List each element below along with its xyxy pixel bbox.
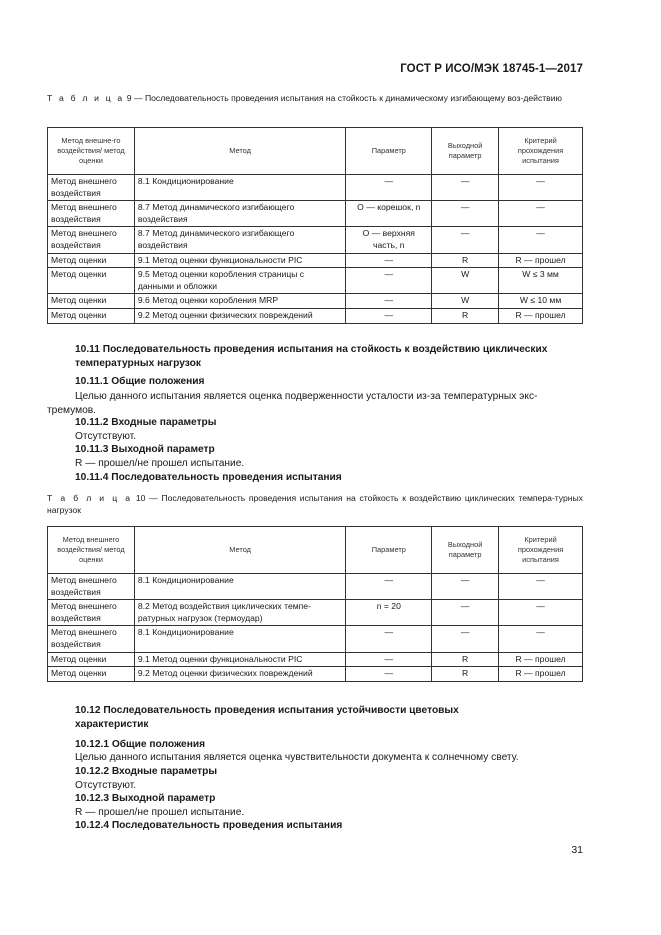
table9-caption-prefix: Т а б л и ц а xyxy=(47,93,125,103)
table-cell: R — прошел xyxy=(499,667,583,682)
section-10-12-2-title: 10.12.2 Входные параметры xyxy=(75,766,218,777)
table-cell: 8.1 Кондиционирование xyxy=(134,626,346,652)
table-cell: — xyxy=(346,253,432,268)
table-cell: 9.1 Метод оценки функциональности PIC xyxy=(134,253,346,268)
table-cell: Метод внешнего воздействия xyxy=(48,600,135,626)
table-cell: — xyxy=(432,600,499,626)
table-cell: — xyxy=(346,268,432,294)
table-row xyxy=(48,268,583,294)
table-cell: — xyxy=(432,227,499,253)
table-cell: — xyxy=(432,574,499,600)
table-cell: 9.2 Метод оценки физических повреждений xyxy=(134,667,346,682)
table-cell: — xyxy=(346,626,432,652)
table-header-cell: Выходной параметр xyxy=(432,128,499,175)
table-row xyxy=(48,600,583,626)
table-row xyxy=(48,574,583,600)
table-row xyxy=(48,294,583,309)
table-cell: — xyxy=(346,667,432,682)
table-cell: — xyxy=(346,175,432,201)
table-cell: Метод внешнего воздействия xyxy=(48,626,135,652)
table10-caption-text: 10 — Последовательность проведения испытания на стойкость к воздействию циклических темпера-турных нагрузок xyxy=(47,493,583,515)
table-cell: O — верхняя часть, n xyxy=(346,227,432,253)
section-10-11-1-text: Целью данного испытания является оценка подверженности усталости из-за температурных экс-тремумов. xyxy=(47,391,538,416)
table-cell: — xyxy=(432,175,499,201)
page-number: 31 xyxy=(571,844,583,856)
table-header-cell: Метод xyxy=(134,527,346,574)
table-row xyxy=(48,667,583,682)
section-10-11-3-text: R — прошел/не прошел испытание. xyxy=(75,458,245,469)
table-cell: R — прошел xyxy=(499,253,583,268)
table-cell: R — прошел xyxy=(499,308,583,323)
table-cell: — xyxy=(432,626,499,652)
table-cell: R xyxy=(432,253,499,268)
table-cell: R xyxy=(432,667,499,682)
section-10-12-4-title: 10.12.4 Последовательность проведения испытания xyxy=(75,820,343,831)
table-cell: Метод оценки xyxy=(48,294,135,309)
section-10-11-2-title: 10.11.2 Входные параметры xyxy=(75,417,217,428)
table-row xyxy=(48,253,583,268)
table-cell: — xyxy=(499,626,583,652)
table-cell: — xyxy=(346,574,432,600)
table-header-cell: Критерий прохождения испытания xyxy=(499,527,583,574)
table-cell: — xyxy=(499,600,583,626)
table-cell: W ≤ 10 мм xyxy=(499,294,583,309)
table-cell: Метод оценки xyxy=(48,667,135,682)
section-10-12-2-text: Отсутствуют. xyxy=(75,780,137,791)
section-10-12-title: 10.12 Последовательность проведения испытания устойчивости цветовых характеристик xyxy=(75,705,459,730)
table-header-cell: Критерий прохождения испытания xyxy=(499,128,583,175)
table-cell: — xyxy=(499,574,583,600)
table-cell: — xyxy=(346,652,432,667)
table-row xyxy=(48,308,583,323)
table-cell: — xyxy=(432,201,499,227)
table-cell: 9.1 Метод оценки функциональности PIC xyxy=(134,652,346,667)
section-10-12-1-title: 10.12.1 Общие положения xyxy=(75,739,206,750)
document-header: ГОСТ Р ИСО/МЭК 18745-1—2017 xyxy=(400,63,583,75)
table-cell: 9.2 Метод оценки физических повреждений xyxy=(134,308,346,323)
section-10-12-1-text: Целью данного испытания является оценка чувствительности документа к солнечному свету. xyxy=(75,752,519,763)
table-cell: Метод оценки xyxy=(48,268,135,294)
table-header-cell: Выходной параметр xyxy=(432,527,499,574)
table-cell: Метод оценки xyxy=(48,652,135,667)
section-10-11-2-text: Отсутствуют. xyxy=(75,431,137,442)
table-cell: — xyxy=(499,227,583,253)
table-cell: 8.7 Метод динамического изгибающего воздействия xyxy=(134,201,346,227)
table-cell: W xyxy=(432,268,499,294)
table-row xyxy=(48,227,583,253)
table-cell: — xyxy=(499,201,583,227)
table-cell: 9.5 Метод оценки коробления страницы с данными и обложки xyxy=(134,268,346,294)
table-9 xyxy=(47,127,583,324)
table-cell: R — прошел xyxy=(499,652,583,667)
table10-caption-prefix: Т а б л и ц а xyxy=(47,493,133,503)
section-10-11-title: 10.11 Последовательность проведения испытания на стойкость к воздействию циклических температурных нагрузок xyxy=(75,344,548,369)
section-10-12-3-title: 10.12.3 Выходной параметр xyxy=(75,793,216,804)
table-cell: Метод внешнего воздействия xyxy=(48,175,135,201)
section-10-11-3-title: 10.11.3 Выходной параметр xyxy=(75,444,215,455)
section-10-11-1-title: 10.11.1 Общие положения xyxy=(75,376,205,387)
table-cell: Метод внешнего воздействия xyxy=(48,201,135,227)
table-cell: R xyxy=(432,652,499,667)
table10-caption xyxy=(47,492,583,516)
section-10-12-3-text: R — прошел/не прошел испытание. xyxy=(75,807,245,818)
table-cell: — xyxy=(499,175,583,201)
table-header-cell: Параметр xyxy=(346,527,432,574)
table-cell: 8.7 Метод динамического изгибающего воздействия xyxy=(134,227,346,253)
table-cell: Метод оценки xyxy=(48,253,135,268)
table-header-cell: Метод внешне-го воздействия/ метод оценки xyxy=(48,128,135,175)
table-cell: 9.6 Метод оценки коробления MRP xyxy=(134,294,346,309)
table-cell: Метод внешнего воздействия xyxy=(48,574,135,600)
table-header-cell: Параметр xyxy=(346,128,432,175)
table-10 xyxy=(47,526,583,682)
table-cell: — xyxy=(346,294,432,309)
table-row xyxy=(48,626,583,652)
table-cell: 8.1 Кондиционирование xyxy=(134,175,346,201)
table-cell: R xyxy=(432,308,499,323)
table-cell: W ≤ 3 мм xyxy=(499,268,583,294)
table-cell: Метод оценки xyxy=(48,308,135,323)
table-cell: 8.2 Метод воздействия циклических темпе-ратурных нагрузок (термоудар) xyxy=(134,600,346,626)
table-cell: 8.1 Кондиционирование xyxy=(134,574,346,600)
table9-caption-text: 9 — Последовательность проведения испытания на стойкость к динамическому изгибающему воз-действию xyxy=(124,93,562,103)
table-cell: Метод внешнего воздействия xyxy=(48,227,135,253)
table-row xyxy=(48,201,583,227)
table-cell: n = 20 xyxy=(346,600,432,626)
table-cell: W xyxy=(432,294,499,309)
table-row xyxy=(48,652,583,667)
table-cell: O — корешок, n xyxy=(346,201,432,227)
table-header-cell: Метод xyxy=(134,128,346,175)
section-10-11-4-title: 10.11.4 Последовательность проведения испытания xyxy=(75,472,342,483)
table-header-cell: Метод внешнего воздействия/ метод оценки xyxy=(48,527,135,574)
table-cell: — xyxy=(346,308,432,323)
table9-caption xyxy=(47,92,583,104)
table-row xyxy=(48,175,583,201)
